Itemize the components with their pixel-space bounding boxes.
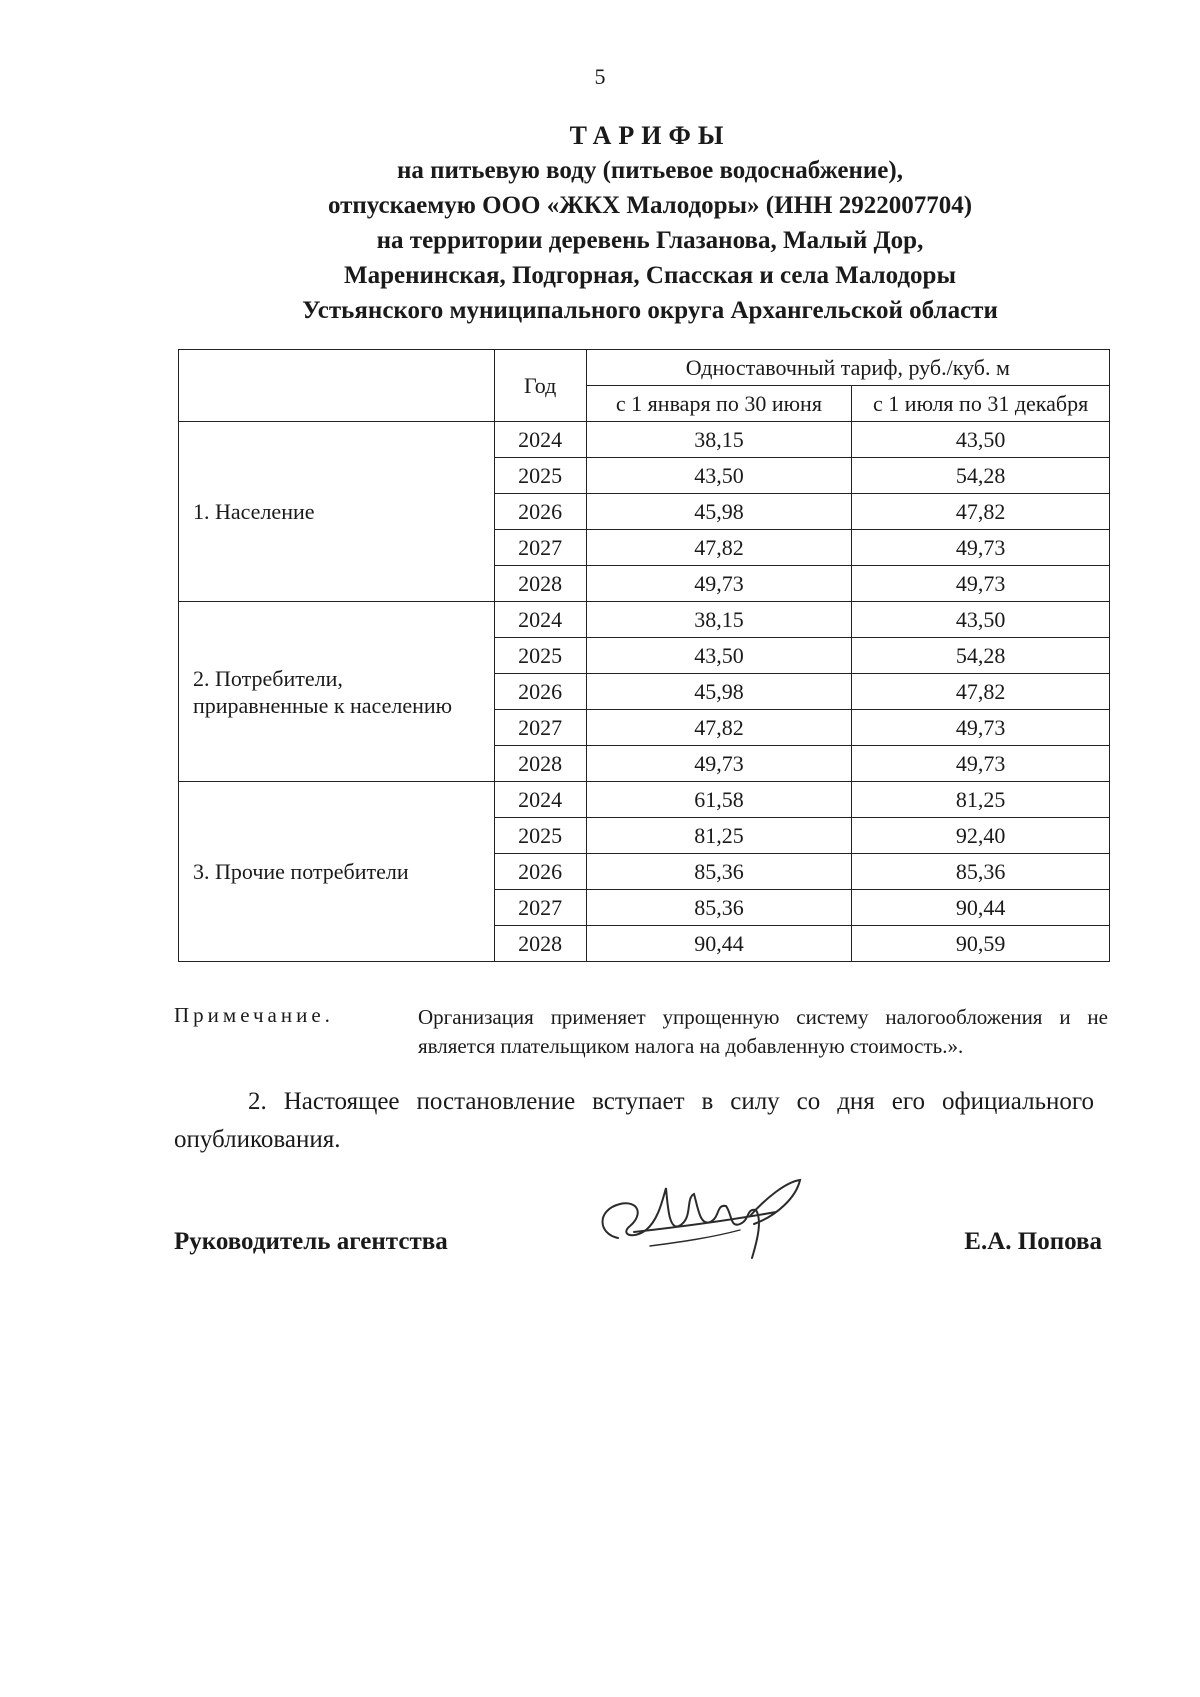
tariff-period-1-cell: 49,73 — [586, 566, 852, 602]
group-label — [179, 422, 495, 602]
tariff-period-2-cell: 47,82 — [852, 494, 1110, 530]
signer-name: Е.А. Попова — [964, 1228, 1102, 1255]
tariffs-table — [178, 349, 1110, 962]
year-cell: 2025 — [494, 458, 586, 494]
header-period-2: с 1 июля по 31 декабря — [852, 386, 1110, 422]
tariff-period-1-cell: 47,82 — [586, 710, 852, 746]
tariff-period-2-cell: 43,50 — [852, 602, 1110, 638]
tariff-period-1-cell: 38,15 — [586, 602, 852, 638]
year-cell: 2025 — [494, 638, 586, 674]
year-cell: 2028 — [494, 746, 586, 782]
tariff-period-1-cell: 43,50 — [586, 638, 852, 674]
tariff-period-1-cell: 81,25 — [586, 818, 852, 854]
tariff-period-2-cell: 90,59 — [852, 926, 1110, 962]
group-label-line: 2. Потребители, — [193, 665, 343, 691]
year-cell: 2027 — [494, 710, 586, 746]
group-label — [179, 782, 495, 962]
table-row — [179, 602, 1110, 638]
page-number: 5 — [594, 64, 606, 89]
tariff-period-1-cell: 90,44 — [586, 926, 852, 962]
group-label-line: 3. Прочие потребители — [193, 859, 409, 884]
year-cell: 2024 — [494, 602, 586, 638]
tariff-period-2-cell: 49,73 — [852, 710, 1110, 746]
tariff-period-2-cell: 54,28 — [852, 638, 1110, 674]
year-cell: 2028 — [494, 566, 586, 602]
tariff-period-1-cell: 38,15 — [586, 422, 852, 458]
tariff-period-2-cell: 49,73 — [852, 530, 1110, 566]
tariff-period-1-cell: 45,98 — [586, 494, 852, 530]
signer-title: Руководитель агентства — [174, 1228, 448, 1255]
year-cell: 2026 — [494, 494, 586, 530]
table-row — [179, 782, 1110, 818]
group-label-line: приравненные к населению — [193, 692, 453, 718]
year-cell: 2026 — [494, 854, 586, 890]
header-year: Год — [494, 350, 586, 422]
group-label — [179, 602, 495, 782]
title-line: Устьянского муниципального округа Архангельской области — [302, 297, 998, 324]
title-line: отпускаемую ООО «ЖКХ Малодоры» (ИНН 2922007704) — [327, 192, 973, 219]
effective-date-paragraph: 2. Настоящее постановление вступает в силу со дня его официального опубликования. — [174, 1088, 1094, 1153]
year-cell: 2028 — [494, 926, 586, 962]
header-empty-cell — [179, 350, 495, 422]
tariff-period-2-cell: 47,82 — [852, 674, 1110, 710]
tariff-period-2-cell: 49,73 — [852, 746, 1110, 782]
tariff-period-1-cell: 49,73 — [586, 746, 852, 782]
group-label-line: 1. Население — [193, 499, 315, 524]
title-main: ТАРИФЫ — [569, 121, 731, 150]
tariff-period-1-cell: 85,36 — [586, 890, 852, 926]
year-cell: 2024 — [494, 782, 586, 818]
year-cell: 2025 — [494, 818, 586, 854]
header-period-1: с 1 января по 30 июня — [586, 386, 852, 422]
year-cell: 2027 — [494, 530, 586, 566]
tariff-period-2-cell: 90,44 — [852, 890, 1110, 926]
document-title — [150, 118, 1150, 328]
table-row — [179, 422, 1110, 458]
tariff-period-1-cell: 47,82 — [586, 530, 852, 566]
note-label: Примечание. — [174, 1003, 334, 1027]
signature — [590, 1168, 820, 1278]
tariff-period-2-cell: 81,25 — [852, 782, 1110, 818]
tariff-period-2-cell: 92,40 — [852, 818, 1110, 854]
tariffs-body — [179, 422, 1110, 962]
year-cell: 2027 — [494, 890, 586, 926]
year-cell: 2024 — [494, 422, 586, 458]
title-line: на питьевую воду (питьевое водоснабжение), — [397, 157, 903, 184]
year-cell: 2026 — [494, 674, 586, 710]
tariff-period-1-cell: 45,98 — [586, 674, 852, 710]
tariff-period-1-cell: 61,58 — [586, 782, 852, 818]
tariff-period-1-cell: 43,50 — [586, 458, 852, 494]
tariff-period-2-cell: 49,73 — [852, 566, 1110, 602]
tariff-period-1-cell: 85,36 — [586, 854, 852, 890]
tariff-period-2-cell: 85,36 — [852, 854, 1110, 890]
tariff-period-2-cell: 54,28 — [852, 458, 1110, 494]
tariff-period-2-cell: 43,50 — [852, 422, 1110, 458]
header-tariff: Одноставочный тариф, руб./куб. м — [586, 350, 1109, 386]
note-text: Организация применяет упрощенную систему налогообложения и не является плательщиком налога на добавленную стоимость.». — [418, 1005, 1108, 1058]
title-line: Маренинская, Подгорная, Спасская и села Малодоры — [344, 262, 956, 289]
title-line: на территории деревень Глазанова, Малый Дор, — [376, 227, 924, 254]
